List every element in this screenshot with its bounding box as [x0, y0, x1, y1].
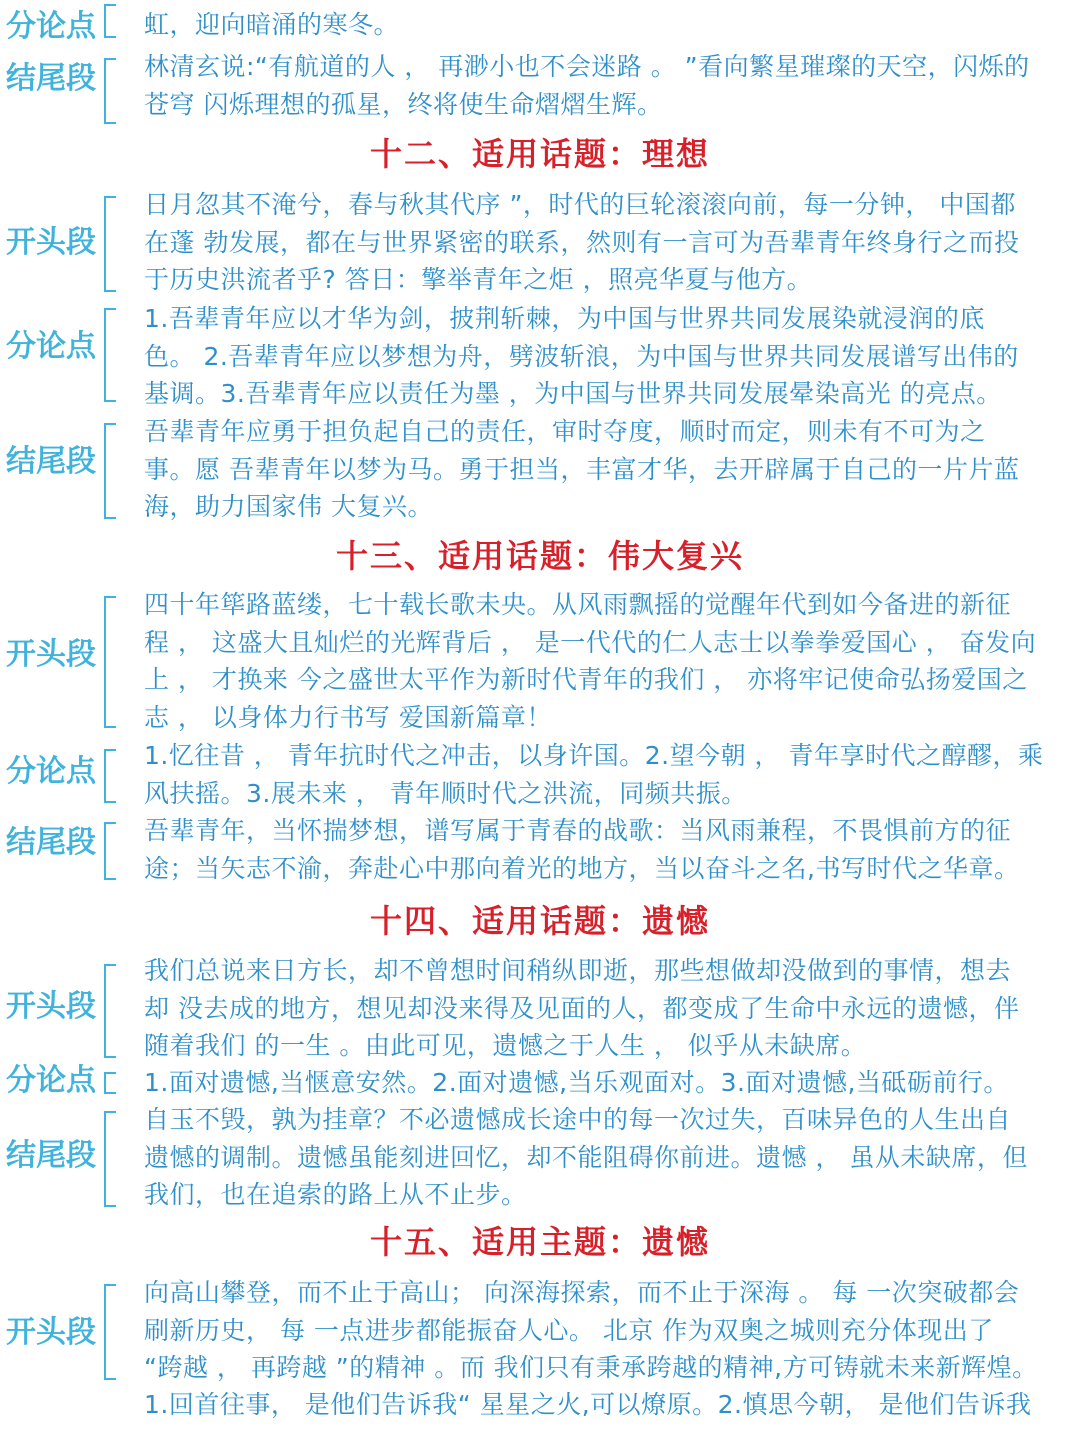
block-text: 四十年筚路蓝缕，七十载长歌未央。从风雨飘摇的觉醒年代到如今备进的新征 程 ， 这盛大且灿烂的光辉背后 ， 是一代代的仁人志士以拳拳爱国心 ， 奋发向 上 ， 才换来 今之盛世太平作为新时代青年的我们 ， 亦将牢记使命弘扬爱国之 志 ， 以身体力行书写 爱国新篇章！ — [144, 590, 1037, 732]
block-label: 结尾段 — [6, 444, 96, 479]
block-label: 开头段 — [6, 225, 96, 260]
block-label: 分论点 — [6, 329, 96, 364]
block-text: 1.面对遗憾,当惬意安然。2.面对遗憾,当乐观面对。3.面对遗憾,当砥砺前行。 — [144, 1068, 1009, 1097]
block-label: 开头段 — [6, 637, 96, 672]
block-text: 1.忆往昔 ， 青年抗时代之冲击，以身许国。2.望今朝 ， 青年享时代之醇醪，乘 风扶摇。3.展未来 ， 青年顺时代之洪流，同频共振。 — [144, 741, 1044, 808]
bracket-mark — [104, 196, 116, 292]
section-block — [0, 1064, 1080, 1104]
block-label: 分论点 — [6, 1063, 96, 1098]
bracket-mark — [104, 308, 116, 402]
section-block — [0, 737, 1080, 813]
bracket-mark — [104, 964, 116, 1058]
block-label: 分论点 — [6, 754, 96, 789]
bracket-mark — [104, 423, 116, 519]
block-text: 向高山攀登，而不止于高山； 向深海探索，而不止于深海 。 每 一次突破都会 刷新历史， 每 一点进步都能振奋人心。 北京 作为双奥之城则充分体现出了 “跨越 ， 再跨越 ”的精神 。而 我们只有秉承跨越的精神,方可铸就未来新辉煌。 — [144, 1278, 1038, 1382]
section-block — [0, 413, 1080, 527]
block-label: 开头段 — [6, 989, 96, 1024]
block-text: 1.吾辈青年应以才华为剑，披荆斩棘，为中国与世界共同发展染就浸润的底 色。 2.吾辈青年应以梦想为舟，劈波斩浪，为中国与世界共同发展谱写出伟的 基调。3.吾辈青年应以责任为墨 ，为中国与世界共同发展晕染高光 的亮点。 — [144, 304, 1019, 408]
block-text: 吾辈青年，当怀揣梦想，谱写属于青春的战歌：当风雨兼程，不畏惧前方的征 途；当矢志不渝，奔赴心中那向着光的地方，当以奋斗之名,书写时代之华章。 — [144, 816, 1020, 883]
section-heading: 十四、适用话题：遗憾 — [369, 902, 710, 940]
bracket-mark — [104, 822, 116, 880]
bracket-mark — [104, 749, 116, 803]
block-label: 结尾段 — [6, 61, 96, 96]
block-label: 结尾段 — [6, 825, 96, 860]
section-block — [0, 952, 1080, 1068]
block-text: 虹，迎向暗涌的寒冬。 — [144, 10, 400, 39]
section-block — [0, 300, 1080, 414]
block-text: 我们总说来日方长，却不曾想时间稍纵即逝，那些想做却没做到的事情，想去 却 没去成的地方，想见却没来得及见面的人，都变成了生命中永远的遗憾，伴 随着我们 的一生 。由此可见，遗憾之于人生 ， 似乎从未缺席。 — [144, 956, 1020, 1060]
section-block — [0, 186, 1080, 302]
section-block — [0, 1386, 1080, 1430]
section-block — [0, 1101, 1080, 1217]
bracket-mark — [104, 1284, 116, 1380]
block-text: 1.回首往事， 是他们告诉我“ 星星之火,可以燎原。2.慎思今朝， 是他们告诉我 — [144, 1390, 1032, 1419]
bracket-mark — [104, 1111, 116, 1207]
block-text: 自玉不毁，孰为挂章？不必遗憾成长途中的每一次过失，百味异色的人生出自 遗憾的调制。遗憾虽能刻进回忆，却不能阻碍你前进。遗憾 ， 虽从未缺席，但 我们，也在追索的路上从不止步。 — [144, 1105, 1028, 1209]
bracket-mark — [104, 1072, 116, 1094]
block-label: 分论点 — [6, 9, 96, 44]
section-block — [0, 1274, 1080, 1390]
section-heading: 十三、适用话题：伟大复兴 — [335, 537, 744, 575]
bracket-mark — [104, 596, 116, 728]
bracket-mark — [104, 4, 116, 38]
block-text: 吾辈青年应勇于担负起自己的责任，审时夺度，顺时而定，则未有不可为之 事。愿 吾辈青年以梦为马。勇于担当，丰富才华，去开辟属于自己的一片片蓝 海，助力国家伟 大复兴。 — [144, 417, 1020, 521]
block-label: 结尾段 — [6, 1138, 96, 1173]
section-block — [0, 48, 1080, 128]
section-block — [0, 586, 1080, 738]
section-heading: 十五、适用主题：遗憾 — [369, 1223, 710, 1261]
section-heading: 十二、适用话题：理想 — [369, 135, 710, 173]
section-block — [0, 0, 1080, 46]
block-text: 日月忽其不淹兮，春与秋其代序 ”，时代的巨轮滚滚向前，每一分钟， 中国都 在蓬 勃发展，都在与世界紧密的联系，然则有一言可为吾辈青年终身行之而投 于历史洪流者乎? 答日：擎举青年之炬 ，照亮华夏与他方。 — [144, 190, 1020, 294]
bracket-mark — [104, 58, 116, 124]
block-text: 林清玄说:“有航道的人 ， 再渺小也不会迷路 。 ”看向繁星璀璨的天空，闪烁的 苍穹 闪烁理想的孤星，终将使生命熠熠生辉。 — [144, 52, 1030, 119]
section-block — [0, 812, 1080, 892]
block-label: 开头段 — [6, 1315, 96, 1350]
